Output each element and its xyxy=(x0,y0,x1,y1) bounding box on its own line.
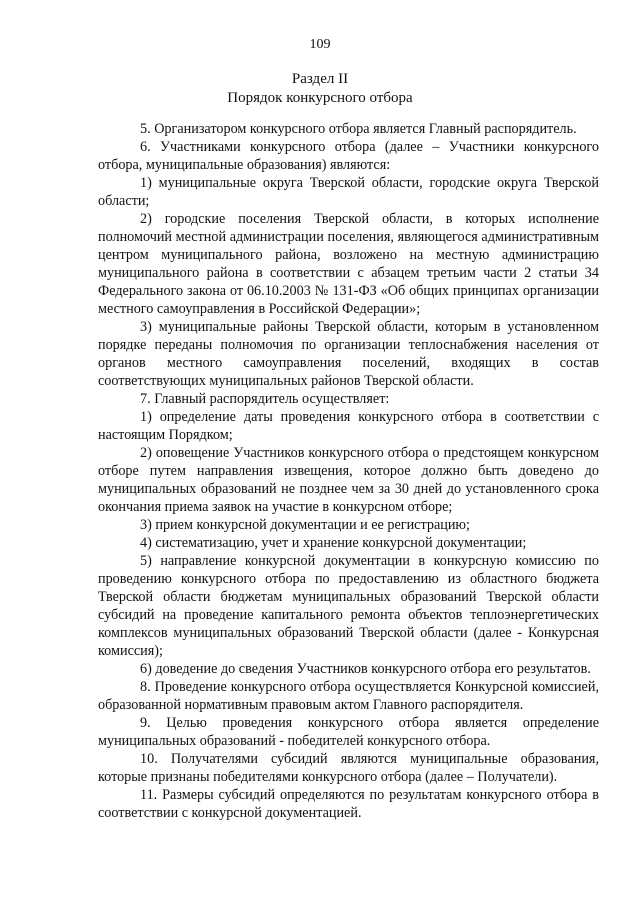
paragraph-7-item-3: 3) прием конкурсной документации и ее регистрацию; xyxy=(140,517,470,533)
paragraph-11: 11. Размеры субсидий определяются по результатам конкурсного отбора в соответствии с конкурсной документацией. xyxy=(98,787,599,821)
paragraph-6: 6. Участниками конкурсного отбора (далее – Участники конкурсного отбора, муниципальные образования) являются: xyxy=(98,139,599,173)
section-subtitle: Порядок конкурсного отбора xyxy=(227,90,413,106)
paragraph-7-item-4: 4) систематизацию, учет и хранение конкурсной документации; xyxy=(140,535,527,551)
paragraph-10: 10. Получателями субсидий являются муниципальные образования, которые признаны победителями конкурсного отбора (далее – Получатели). xyxy=(98,751,599,785)
paragraph-9: 9. Целью проведения конкурсного отбора является определение муниципальных образований - победителей конкурсного отбора. xyxy=(98,715,599,749)
section-title: Раздел II xyxy=(291,71,349,87)
paragraph-7-item-1: 1) определение даты проведения конкурсного отбора в соответствии с настоящим Порядком; xyxy=(98,409,599,443)
paragraph-6-item-3: 3) муниципальные районы Тверской области, которым в установленном порядке переданы полномочия по организации теплоснабжения населения от органов местного самоуправления поселений, входящих в состав соответствующих муниципальных районов Тверской области. xyxy=(98,319,599,389)
page-number: 109 xyxy=(309,37,331,52)
paragraph-6-item-2: 2) городские поселения Тверской области, в которых исполнение полномочий местной администрации поселения, являющегося административным центром муниципального района, возложено на местную администрацию муниципального района в соответствии с абзацем третьим части 2 статьи 34 Федерального закона от 06.10.2003 № 131-ФЗ «Об общих принципах организации местного самоуправления в Российской Федерации»; xyxy=(98,211,599,317)
paragraph-5: 5. Организатором конкурсного отбора является Главный распорядитель. xyxy=(140,121,577,137)
document-body xyxy=(98,120,599,822)
paragraph-7-item-6: 6) доведение до сведения Участников конкурсного отбора его результатов. xyxy=(140,661,591,677)
paragraph-8: 8. Проведение конкурсного отбора осуществляется Конкурсной комиссией, образованной нормативным правовым актом Главного распорядителя. xyxy=(98,679,599,713)
paragraph-7-item-2: 2) оповещение Участников конкурсного отбора о предстоящем конкурсном отборе путем направления извещения, которое должно быть доведено до муниципальных образований не позднее чем за 30 дней до установленного срока окончания приема заявок на участие в конкурсном отборе; xyxy=(98,445,599,515)
paragraph-6-item-1: 1) муниципальные округа Тверской области, городские округа Тверской области; xyxy=(98,175,599,209)
paragraph-7-item-5: 5) направление конкурсной документации в конкурсную комиссию по проведению конкурсного отбора по предоставлению из областного бюджета Тверской области бюджетам муниципальных образований Тверской области субсидий на проведение капитального ремонта объектов теплоэнергетических комплексов муниципальных образований Тверской области (далее - Конкурсная комиссия); xyxy=(98,553,599,659)
paragraph-7: 7. Главный распорядитель осуществляет: xyxy=(140,391,390,407)
